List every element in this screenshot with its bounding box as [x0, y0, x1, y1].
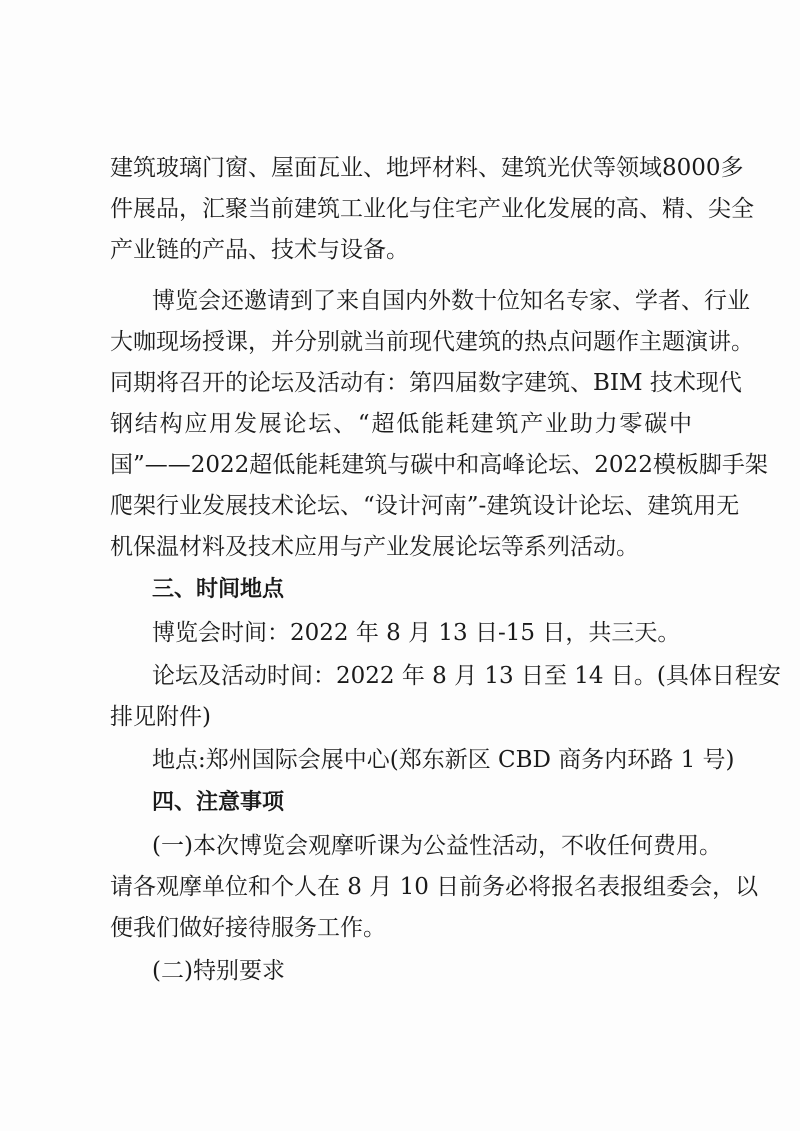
paragraph-line: 博览会还邀请到了来自国内外数十位知名专家、学者、行业 — [152, 288, 750, 314]
paragraph-line: 产业链的产品、技术与设备。 — [110, 237, 409, 263]
paragraph-line: 论坛及活动时间：2022 年 8 月 13 日至 14 日。(具体日程安 — [152, 663, 781, 689]
section-heading: 三、时间地点 — [152, 577, 285, 602]
paragraph-line: 同期将召开的论坛及活动有：第四届数字建筑、BIM 技术现代 — [110, 370, 742, 396]
paragraph-line: 件展品，汇聚当前建筑工业化与住宅产业化发展的高、精、尖全 — [110, 196, 754, 222]
paragraph-line: 大咖现场授课，并分别就当前现代建筑的热点问题作主题演讲。 — [110, 329, 754, 355]
paragraph-line: (一)本次博览会观摩听课为公益性活动，不收任何费用。 — [152, 833, 722, 859]
section-heading: 四、注意事项 — [152, 790, 285, 815]
paragraph-line: 爬架行业发展技术论坛、“设计河南”-建筑设计论坛、建筑用无 — [110, 493, 740, 519]
paragraph-line: 便我们做好接待服务工作。 — [110, 915, 386, 941]
paragraph-line: 博览会时间：2022 年 8 月 13 日-15 日，共三天。 — [152, 620, 681, 646]
paragraph-line: 机保温材料及技术应用与产业发展论坛等系列活动。 — [110, 534, 639, 560]
paragraph-line: 建筑玻璃门窗、屋面瓦业、地坪材料、建筑光伏等领域8000多 — [110, 155, 744, 181]
paragraph-line: 请各观摩单位和个人在 8 月 10 日前务必将报名表报组委会，以 — [110, 874, 759, 900]
paragraph-line: 钢结构应用发展论坛、“超低能耗建筑产业助力零碳中 — [110, 411, 692, 437]
paragraph-line: 地点:郑州国际会展中心(郑东新区 CBD 商务内环路 1 号) — [152, 747, 735, 773]
paragraph-line: (二)特别要求 — [152, 958, 285, 984]
paragraph-line: 排见附件) — [110, 704, 211, 730]
paragraph-line: 国”——2022超低能耗建筑与碳中和高峰论坛、2022模板脚手架 — [110, 452, 768, 478]
